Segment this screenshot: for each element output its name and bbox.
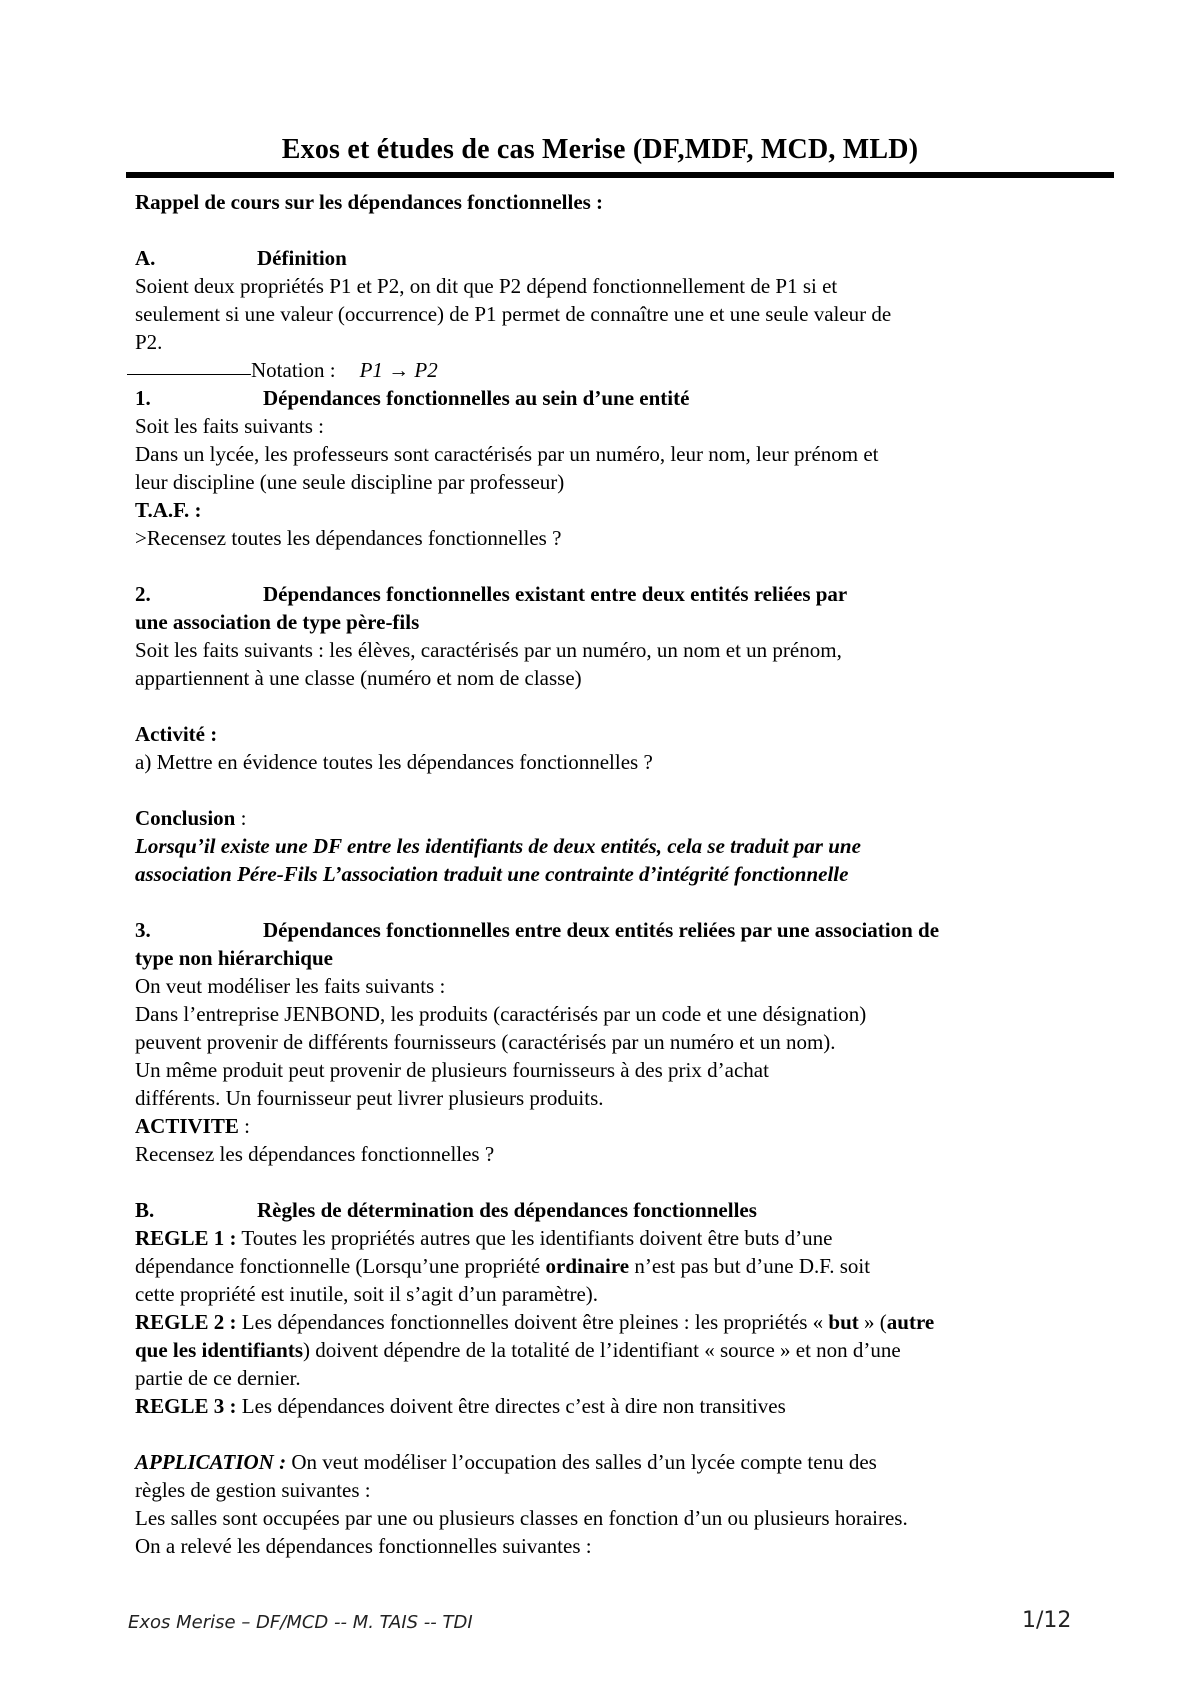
rule-2-text: » ( [858, 1310, 887, 1334]
rule-2-emphasis: autre [886, 1310, 935, 1334]
notation-formula: P1 → P2 [359, 358, 438, 382]
section-1-line: Dans un lycée, les professeurs sont caractérisés par un numéro, leur nom, leur prénom et [135, 442, 879, 466]
page-number: 1/12 [1022, 1608, 1072, 1633]
section-3-question: Recensez les dépendances fonctionnelles ? [135, 1142, 495, 1166]
conclusion-text: association Pére-Fils L’association traduit une contrainte d’intégrité fonctionnelle [135, 862, 849, 886]
notation-line [135, 356, 1075, 384]
intro-heading: Rappel de cours sur les dépendances fonctionnelles : [135, 190, 604, 214]
section-3-number: 3. [135, 918, 151, 942]
rule-1-text: Toutes les propriétés autres que les identifiants doivent être buts d’une [236, 1226, 833, 1250]
conclusion-colon: : [235, 806, 247, 830]
rule-2-text: Les dépendances fonctionnelles doivent être pleines : les propriétés « [236, 1310, 829, 1334]
rule-1 [135, 1224, 1075, 1252]
section-a-line: P2. [135, 330, 163, 354]
section-2-line: Soit les faits suivants : les élèves, caractérisés par un numéro, un nom et un prénom, [135, 638, 842, 662]
section-3-heading-cont: type non hiérarchique [135, 946, 333, 970]
section-1-line: Soit les faits suivants : [135, 414, 324, 438]
section-1-line: leur discipline (une seule discipline par professeur) [135, 470, 565, 494]
rule-2 [135, 1308, 1075, 1336]
rule-2-text: ) doivent dépendre de la totalité de l’identifiant « source » et non d’une [303, 1338, 901, 1362]
section-a-line: seulement si une valeur (occurrence) de P1 permet de connaître une et une seule valeur de [135, 302, 892, 326]
rule-1-line-2 [135, 1252, 1075, 1280]
rule-2-emphasis: que les identifiants [135, 1338, 304, 1362]
section-3-line: On veut modéliser les faits suivants : [135, 974, 446, 998]
rule-3-label: REGLE 3 : [135, 1394, 237, 1418]
section-b-number: B. [135, 1198, 155, 1222]
rule-2-line-3: partie de ce dernier. [135, 1366, 301, 1390]
section-2-title: Dépendances fonctionnelles existant entre deux entités reliées par [263, 582, 848, 606]
section-1-number: 1. [135, 386, 151, 410]
rule-1-emphasis: ordinaire [545, 1254, 630, 1278]
section-b-heading [135, 1196, 1075, 1224]
activity-question: a) Mettre en évidence toutes les dépendances fonctionnelles ? [135, 750, 653, 774]
section-1-heading [135, 384, 1075, 412]
section-3-line: Un même produit peut provenir de plusieurs fournisseurs à des prix d’achat [135, 1058, 769, 1082]
rule-1-line-3: cette propriété est inutile, soit il s’agit d’un paramètre). [135, 1282, 599, 1306]
rule-2-line-2 [135, 1336, 1075, 1364]
taf-label: T.A.F. : [135, 498, 202, 522]
document-title: Exos et études de cas Merise (DF,MDF, MCD, MLD) [281, 134, 919, 165]
section-a-line: Soient deux propriétés P1 et P2, on dit que P2 dépend fonctionnellement de P1 si et [135, 274, 838, 298]
section-3-title: Dépendances fonctionnelles entre deux entités reliées par une association de [263, 918, 940, 942]
notation-rule [127, 356, 251, 375]
section-3-activity [135, 1112, 1075, 1140]
rule-2-emphasis: but [828, 1310, 859, 1334]
section-3-activity-colon: : [238, 1114, 250, 1138]
rule-3-text: Les dépendances doivent être directes c’est à dire non transitives [236, 1394, 786, 1418]
section-2-number: 2. [135, 582, 151, 606]
section-1-title: Dépendances fonctionnelles au sein d’une entité [263, 386, 690, 410]
section-2-heading-cont: une association de type père-fils [135, 610, 420, 634]
application-line: règles de gestion suivantes : [135, 1478, 371, 1502]
application-label: APPLICATION : [135, 1450, 287, 1474]
section-3-line: peuvent provenir de différents fournisseurs (caractérisés par un numéro et un nom). [135, 1030, 836, 1054]
section-a-heading [135, 244, 1075, 272]
conclusion-text: Lorsqu’il existe une DF entre les identifiants de deux entités, cela se traduit par une [135, 834, 861, 858]
rule-1-label: REGLE 1 : [135, 1226, 237, 1250]
section-3-line: Dans l’entreprise JENBOND, les produits (caractérisés par un code et une désignation) [135, 1002, 867, 1026]
section-b-title: Règles de détermination des dépendances fonctionnelles [257, 1198, 757, 1222]
section-3-line: différents. Un fournisseur peut livrer plusieurs produits. [135, 1086, 604, 1110]
rule-2-label: REGLE 2 : [135, 1310, 237, 1334]
section-1-question: >Recensez toutes les dépendances fonctionnelles ? [135, 526, 562, 550]
document-body [135, 188, 1075, 1560]
footer-left-text: Exos Merise – DF/MCD -- M. TAIS -- TDI [128, 1612, 473, 1633]
application-line: On a relevé les dépendances fonctionnelles suivantes : [135, 1534, 592, 1558]
section-a-number: A. [135, 246, 156, 270]
section-3-activity-label: ACTIVITE [135, 1114, 239, 1138]
section-2-heading [135, 580, 1075, 608]
rule-3 [135, 1392, 1075, 1420]
application-line: Les salles sont occupées par une ou plusieurs classes en fonction d’un ou plusieurs horaires. [135, 1506, 908, 1530]
section-3-heading [135, 916, 1075, 944]
section-a-title: Définition [257, 246, 347, 270]
activity-label: Activité : [135, 722, 218, 746]
conclusion-label [135, 804, 1075, 832]
conclusion-word: Conclusion [135, 806, 236, 830]
rule-1-text: dépendance fonctionnelle (Lorsqu’une propriété [135, 1254, 546, 1278]
notation-label: Notation : [251, 358, 336, 382]
rule-1-text: n’est pas but d’une D.F. soit [629, 1254, 871, 1278]
title-underline [126, 172, 1114, 178]
application-text: On veut modéliser l’occupation des salles d’un lycée compte tenu des [286, 1450, 877, 1474]
application [135, 1448, 1075, 1476]
section-2-line: appartiennent à une classe (numéro et nom de classe) [135, 666, 582, 690]
